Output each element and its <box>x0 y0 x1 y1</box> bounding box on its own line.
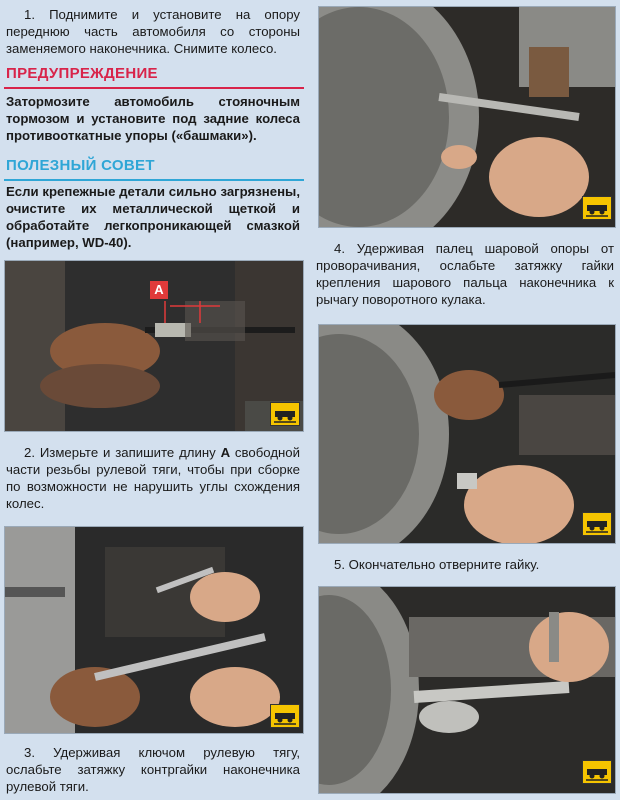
car-lift-icon <box>582 760 612 784</box>
step-2-text <box>6 444 300 512</box>
step-4-text: 4. Удерживая палец шаровой опоры от проворачивания, ослабьте затяжку гайки крепления шарового пальца наконечника к рычагу поворотного кулака. <box>316 241 614 307</box>
tip-title: ПОЛЕЗНЫЙ СОВЕТ <box>6 157 155 174</box>
step-1-text: 1. Поднимите и установите на опору переднюю часть автомобиля со стороны заменяемого наконечника. Снимите колесо. <box>6 7 300 56</box>
step-2-lead: 2. Измерьте и запишите длину <box>24 445 221 460</box>
car-lift-icon <box>270 704 300 728</box>
tip-divider <box>4 179 304 181</box>
photo-step-3 <box>4 526 304 734</box>
step-5-text: 5. Окончательно отверните гайку. <box>334 557 540 572</box>
dimension-label-a: А <box>150 281 168 299</box>
car-lift-icon <box>582 196 612 220</box>
warning-text: Затормозите автомобиль стояночным тормозом и установите под задние колеса противооткатные упоры («башмаки»). <box>6 94 300 143</box>
photo-step-4 <box>318 324 616 544</box>
car-lift-icon <box>582 512 612 536</box>
tip-text: Если крепежные детали сильно загрязнены, очистите их металлической щеткой и обработайте легкопроникающей смазкой (например, WD-40). <box>6 184 300 250</box>
step-2-dimension: А <box>220 445 231 460</box>
car-lift-icon <box>270 402 300 426</box>
warning-divider <box>4 87 304 89</box>
photo-step-1 <box>318 6 616 228</box>
photo-step-5 <box>318 586 616 794</box>
step-2-rest: свободной части резьбы рулевой тяги, чтобы при сборке по возможности не нарушить углы схождения колес. <box>6 445 300 511</box>
step-3-text: 3. Удерживая ключом рулевую тягу, ослабьте затяжку контргайки наконечника рулевой тяги. <box>6 745 300 794</box>
warning-title: ПРЕДУПРЕЖДЕНИЕ <box>6 65 158 82</box>
